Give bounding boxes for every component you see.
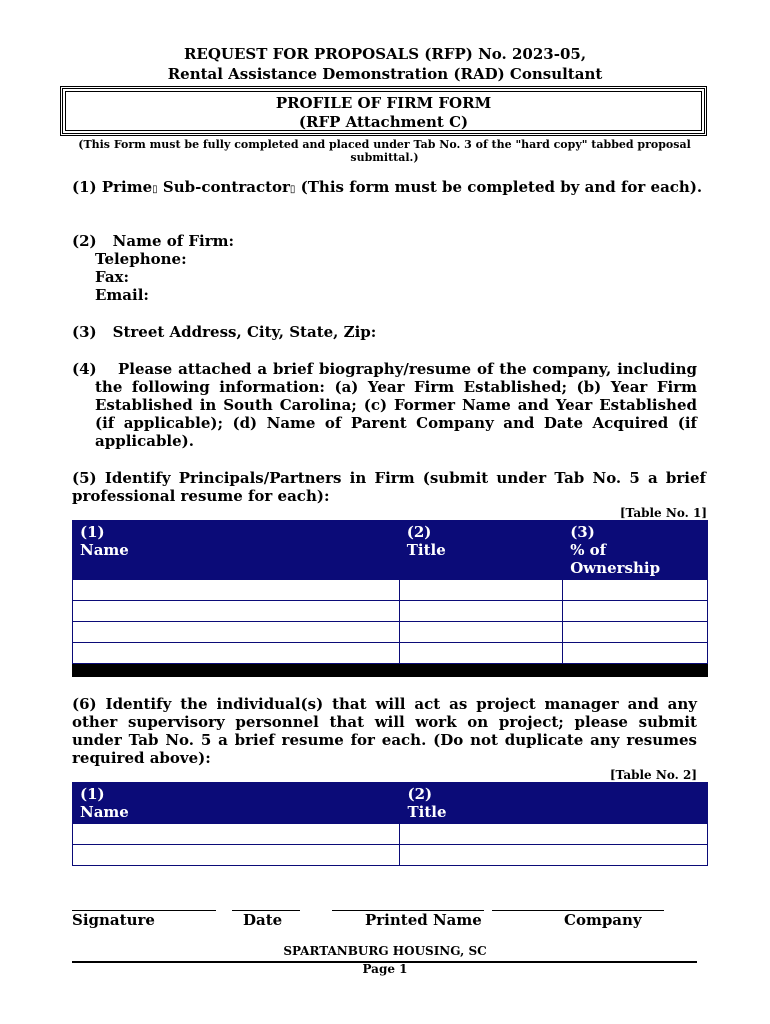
table-row (73, 845, 708, 866)
telephone-label: Telephone: (95, 250, 187, 268)
name-cell[interactable] (73, 622, 400, 643)
table-2-tag: [Table No. 2] (609, 768, 697, 782)
subcontractor-checkbox[interactable]: ▯ (289, 184, 296, 195)
subcontractor-label: Sub-contractor (157, 178, 290, 196)
rfp-subtitle: Rental Assistance Demonstration (RAD) Consultant (167, 65, 603, 83)
title-cell[interactable] (399, 580, 562, 601)
name-cell[interactable] (73, 845, 400, 866)
date-label: Date (243, 911, 283, 929)
section-1-instruction: (This form must be completed by and for each). (295, 178, 703, 196)
footer-org: SPARTANBURG HOUSING, SC (283, 944, 487, 958)
supervisors-table (72, 782, 708, 866)
table-footer-bar (73, 664, 708, 677)
name-cell[interactable] (73, 643, 400, 664)
page-number: Page 1 (362, 962, 408, 976)
title-cell[interactable] (399, 622, 562, 643)
name-cell[interactable] (73, 824, 400, 845)
ownership-cell[interactable] (563, 601, 708, 622)
ownership-cell[interactable] (563, 622, 708, 643)
col-title-header: (2) Title (400, 783, 708, 824)
address-label: Street Address, City, State, Zip: (112, 323, 377, 341)
form-title: PROFILE OF FIRM FORM (275, 94, 492, 112)
ownership-cell[interactable] (563, 580, 708, 601)
section-5-text: (5) Identify Principals/Partners in Firm (submit under Tab No. 5 a brief professional resume for each): (72, 469, 706, 505)
section-2-number: (2) (72, 232, 97, 250)
section-6-text: (6) Identify the individual(s) that will act as project manager and any other supervisory personnel that will work on project; please submit under Tab No. 5 a brief resume for each. (Do not duplicate any resumes required above): (72, 695, 697, 767)
col-name-header: (1) Name (73, 521, 400, 580)
principals-table (72, 520, 708, 677)
title-cell[interactable] (400, 845, 708, 866)
table-header-row (73, 521, 708, 580)
table-row (73, 601, 708, 622)
title-cell[interactable] (400, 824, 708, 845)
form-title-box (60, 86, 707, 136)
prime-checkbox[interactable]: ▯ (152, 184, 158, 195)
email-label: Email: (95, 286, 149, 304)
section-1 (72, 178, 706, 199)
form-note: (This Form must be fully completed and placed under Tab No. 3 of the "hard copy" tabbed proposal submittal.) (78, 138, 691, 164)
rfp-title: REQUEST FOR PROPOSALS (RFP) No. 2023-05, (183, 45, 587, 63)
fax-label: Fax: (95, 268, 130, 286)
col-name-header: (1) Name (73, 783, 400, 824)
form-subtitle: (RFP Attachment C) (298, 113, 469, 131)
table-row (73, 622, 708, 643)
section-3-number: (3) (72, 323, 97, 341)
firm-name-label: Name of Firm: (112, 232, 235, 250)
table-header-row (73, 783, 708, 824)
section-3 (72, 323, 706, 341)
prime-label: (1) Prime (72, 178, 153, 196)
signature-label: Signature (72, 911, 155, 929)
printed-name-label: Printed Name (365, 911, 482, 929)
company-label: Company (564, 911, 642, 929)
section-2 (72, 232, 706, 304)
table-row (73, 824, 708, 845)
table-1-tag: [Table No. 1] (619, 506, 707, 520)
section-4-text: Please attached a brief biography/resume of the company, including the following information: (a) Year Firm Established; (b) Year Firm Established in South Carolina; (c) Former Name and Year Established (if applicable); (d) Name of Parent Company and Date Acquired (if applicable). (95, 360, 697, 450)
title-cell[interactable] (399, 601, 562, 622)
col-ownership-header: (3) % of Ownership (563, 521, 708, 580)
col-title-header: (2) Title (399, 521, 562, 580)
table-row (73, 643, 708, 664)
ownership-cell[interactable] (563, 643, 708, 664)
name-cell[interactable] (73, 580, 400, 601)
table-row (73, 580, 708, 601)
name-cell[interactable] (73, 601, 400, 622)
title-cell[interactable] (399, 643, 562, 664)
section-4-number: (4) (72, 360, 97, 378)
